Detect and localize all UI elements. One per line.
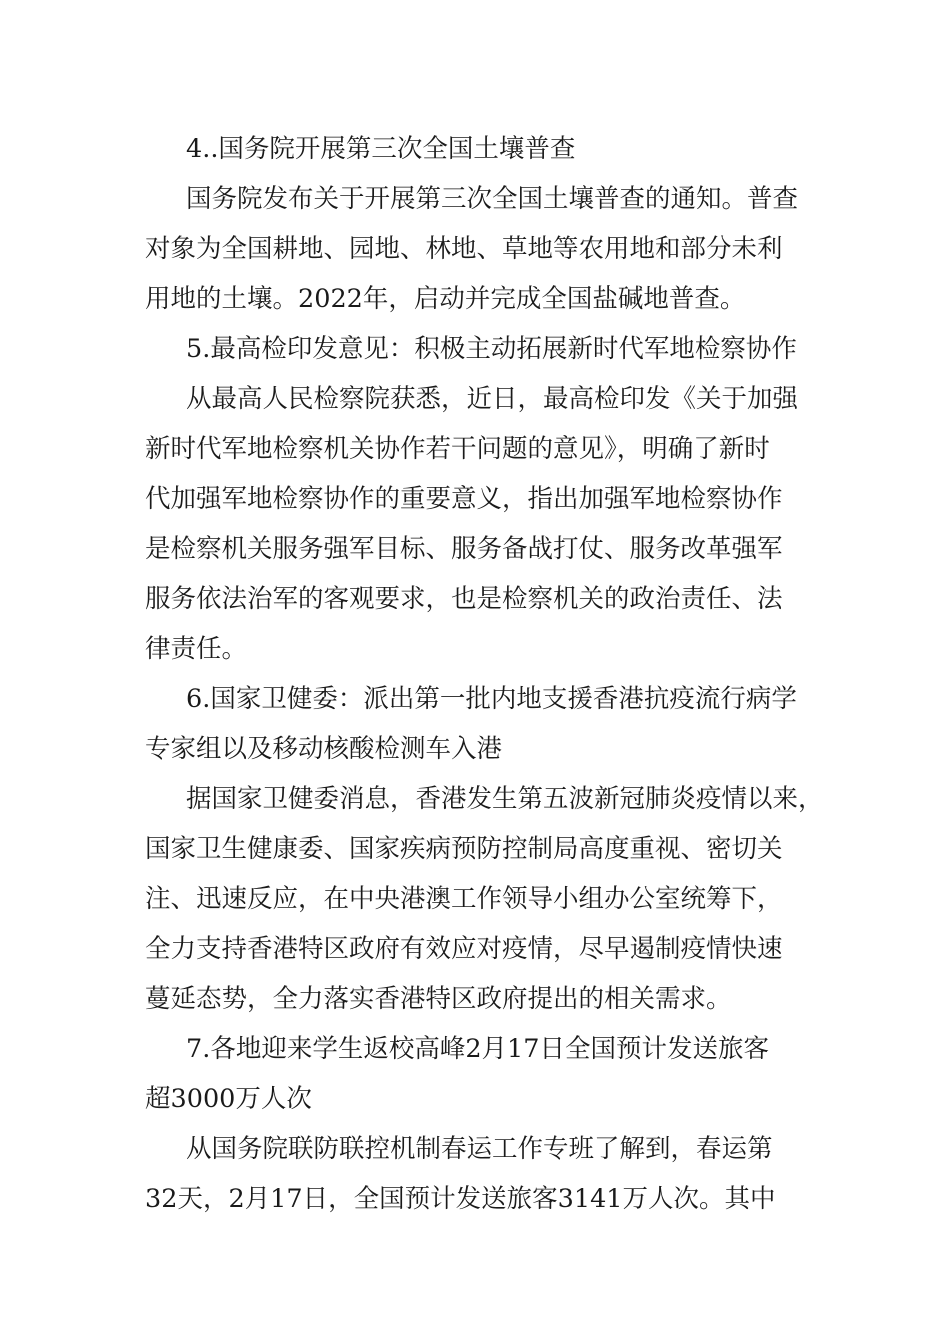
paragraph-line: 用地的土壤。2022年，启动并完成全国盐碱地普查。 xyxy=(145,284,746,314)
paragraph-line: 律责任。 xyxy=(145,634,248,664)
paragraph-line: 从最高人民检察院获悉，近日，最高检印发《关于加强 xyxy=(186,384,799,414)
paragraph-line: 蔓延态势，全力落实香港特区政府提出的相关需求。 xyxy=(145,984,732,1014)
paragraph-line: 国家卫生健康委、国家疾病预防控制局高度重视、密切关 xyxy=(145,834,783,864)
paragraph-line: 服务依法治军的客观要求，也是检察机关的政治责任、法 xyxy=(145,584,783,614)
paragraph-line: 注、迅速反应，在中央港澳工作领导小组办公室统筹下， xyxy=(145,884,783,914)
paragraph-line: 代加强军地检察协作的重要意义，指出加强军地检察协作 xyxy=(145,484,783,514)
paragraph-line: 对象为全国耕地、园地、林地、草地等农用地和部分未利 xyxy=(145,234,783,264)
section-heading-continuation: 专家组以及移动核酸检测车入港 xyxy=(145,734,503,764)
section-heading: 5.最高检印发意见：积极主动拓展新时代军地检察协作 xyxy=(186,334,797,364)
section-heading: 6.国家卫健委：派出第一批内地支援香港抗疫流行病学 xyxy=(186,684,797,714)
paragraph-line: 是检察机关服务强军目标、服务备战打仗、服务改革强军 xyxy=(145,534,783,564)
paragraph-line: 据国家卫健委消息，香港发生第五波新冠肺炎疫情以来， xyxy=(186,784,824,814)
paragraph-line: 32天，2月17日，全国预计发送旅客3141万人次。其中 xyxy=(145,1184,776,1214)
paragraph-line: 国务院发布关于开展第三次全国土壤普查的通知。普查 xyxy=(186,184,799,214)
section-heading: 7.各地迎来学生返校高峰2月17日全国预计发送旅客 xyxy=(186,1034,770,1064)
paragraph-line: 新时代军地检察机关协作若干问题的意见》，明确了新时 xyxy=(145,434,770,464)
section-heading: 4..国务院开展第三次全国土壤普查 xyxy=(186,134,576,164)
section-heading-continuation: 超3000万人次 xyxy=(145,1084,312,1114)
paragraph-line: 从国务院联防联控机制春运工作专班了解到，春运第 xyxy=(186,1134,773,1164)
paragraph-line: 全力支持香港特区政府有效应对疫情，尽早遏制疫情快速 xyxy=(145,934,783,964)
